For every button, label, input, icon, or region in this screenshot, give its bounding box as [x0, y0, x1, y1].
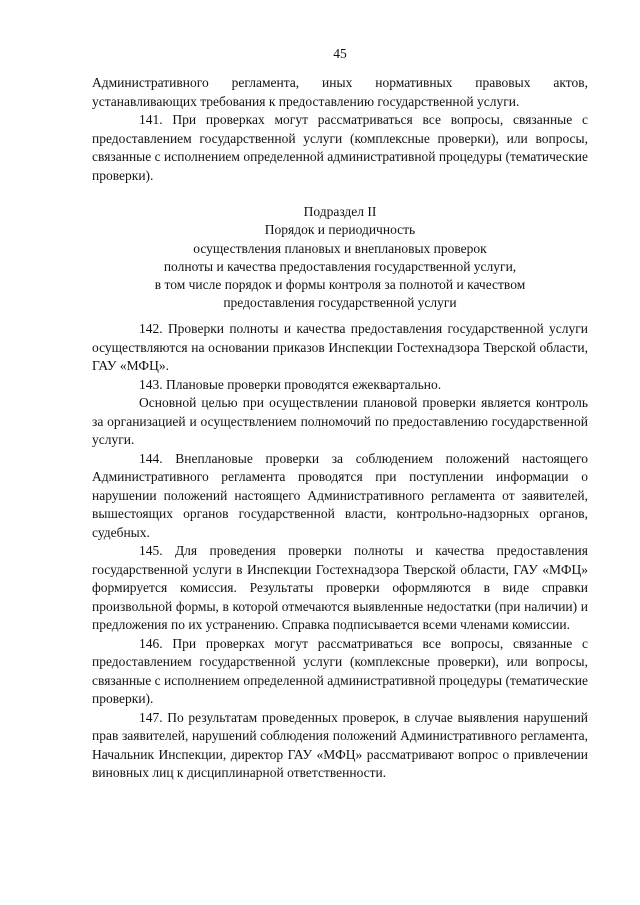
subsection-title-line-4: в том числе порядок и формы контроля за полнотой и качеством: [154, 277, 526, 293]
page-number: 45: [333, 46, 347, 61]
main-text-block: [92, 320, 588, 783]
subsection-title-line-5: предоставления государственной услуги: [223, 295, 457, 311]
paragraph-145: 145. Для проведения проверки полноты и качества предоставления государственной услуги в Инспекции Гостехнадзора Тверской области, ГАУ «МФЦ» формируется комиссия. Результаты проверки оформляются в виде справки произвольной формы, в которой отмечаются выявленные недостатки (при наличии) и предложения по их устранению. Справка подписывается всеми членами комиссии.: [92, 543, 588, 632]
continued-text-block: [92, 74, 588, 185]
subsection-title-line-3: полноты и качества предоставления государственной услуги,: [163, 258, 517, 274]
paragraph-143-goal: Основной целью при осуществлении плановой проверки является контроль за организацией и осуществлением полномочий по предоставлению государственной услуги.: [92, 395, 588, 447]
paragraph-142: 142. Проверки полноты и качества предоставления государственной услуги осуществляются на основании приказов Инспекции Гостехнадзора Тверской области, ГАУ «МФЦ».: [92, 321, 588, 373]
paragraph-141: 141. При проверках могут рассматриваться все вопросы, связанные с предоставлением государственной услуги (комплексные проверки), или вопросы, связанные с исполнением определенной административной процедуры (тематические проверки).: [92, 112, 588, 183]
subsection-title-line-1: Порядок и периодичность: [264, 222, 416, 238]
paragraph-146: 146. При проверках могут рассматриваться все вопросы, связанные с предоставлением государственной услуги (комплексные проверки), или вопросы, связанные с исполнением определенной административной процедуры (тематические проверки).: [92, 635, 588, 706]
subsection-heading: [92, 203, 588, 313]
subsection-title-line-2: осуществления плановых и внеплановых проверок: [193, 240, 487, 256]
paragraph-continuation: Административного регламента, иных нормативных правовых актов, устанавливающих требования к предоставлению государственной услуги.: [92, 75, 588, 109]
paragraph-144: 144. Внеплановые проверки за соблюдением положений настоящего Административного регламента проводятся при поступлении информации о нарушении положений настоящего Административного регламента от заявителей, вышестоящих органов государственной власти, контрольно-надзорных органов, судебных.: [92, 450, 588, 540]
paragraph-143: 143. Плановые проверки проводятся ежеквартально.: [139, 376, 442, 392]
subsection-number: Подраздел II: [303, 204, 377, 219]
paragraph-147: 147. По результатам проведенных проверок, в случае выявления нарушений прав заявителей, нарушений соблюдения положений Административного регламента, Начальник Инспекции, директор ГАУ «МФЦ» рассматривают вопрос о привлечении виновных лиц к дисциплинарной ответственности.: [92, 709, 588, 780]
